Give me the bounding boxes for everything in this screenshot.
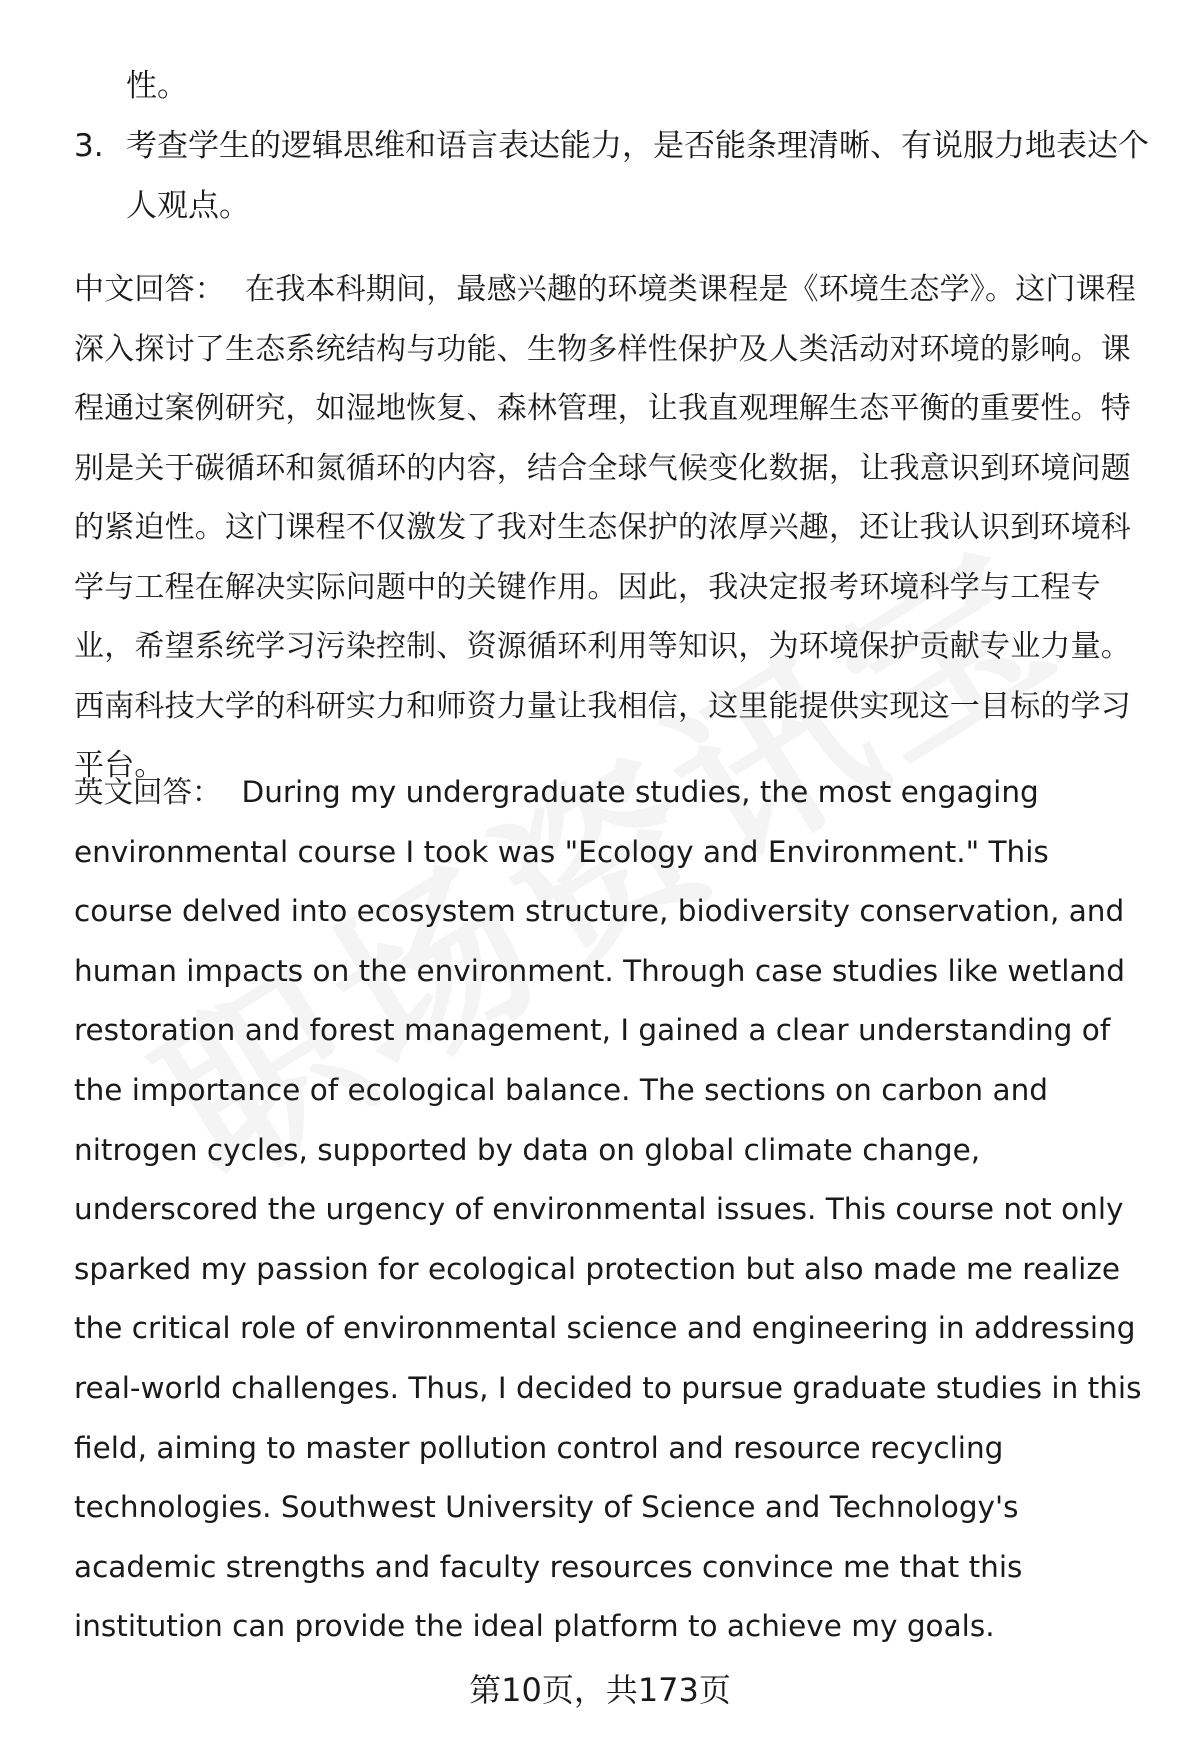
english-answer-text: During my undergraduate studies, the most engaging environmental course I took was "Ecology and Environment." This course delved into ecosystem structure, biodiversity conservation, and human impacts on the environment. Through case studies like wetland restoration and forest management, I gained a clear understanding of the importance of ecological balance. The sections on carbon and nitrogen cycles, supported by data on global climate change, underscored the urgency of environmental issues. This course not only sparked my passion for ecological protection but also made me realize the critical role of environmental science and engineering in addressing real-world challenges. Thus, I decided to pursue graduate studies in this field, aiming to master pollution control and resource recycling technologies. Southwest University of Science and Technology's academic strengths and faculty resources convince me that this institution can provide the ideal platform to achieve my goals.	[74, 775, 1142, 1644]
criteria-list	[74, 56, 1154, 236]
english-answer-label: 英文回答：	[74, 775, 222, 809]
chinese-answer-text: 在我本科期间，最感兴趣的环境类课程是《环境生态学》。这门课程深入探讨了生态系统结构与功能、生物多样性保护及人类活动对环境的影响。课程通过案例研究，如湿地恢复、森林管理，让我直观理解生态平衡的重要性。特别是关于碳循环和氮循环的内容，结合全球气候变化数据，让我意识到环境问题的紧迫性。这门课程不仅激发了我对生态保护的浓厚兴趣，还让我认识到环境科学与工程在解决实际问题中的关键作用。因此，我决定报考环境科学与工程专业，希望系统学习污染控制、资源循环利用等知识，为环境保护贡献专业力量。西南科技大学的科研实力和师资力量让我相信，这里能提供实现这一目标的学习平台。	[74, 272, 1136, 783]
list-item-number: 3.	[74, 128, 104, 164]
english-answer-paragraph	[74, 763, 1154, 1657]
page-number-footer: 第10页，共173页	[469, 1671, 731, 1709]
chinese-answer-label: 中文回答：	[74, 272, 225, 307]
list-item-continuation: 性。	[126, 68, 188, 104]
list-item	[74, 116, 1154, 236]
chinese-answer-paragraph	[74, 260, 1154, 796]
list-item-text: 考查学生的逻辑思维和语言表达能力，是否能条理清晰、有说服力地表达个人观点。	[126, 128, 1149, 224]
